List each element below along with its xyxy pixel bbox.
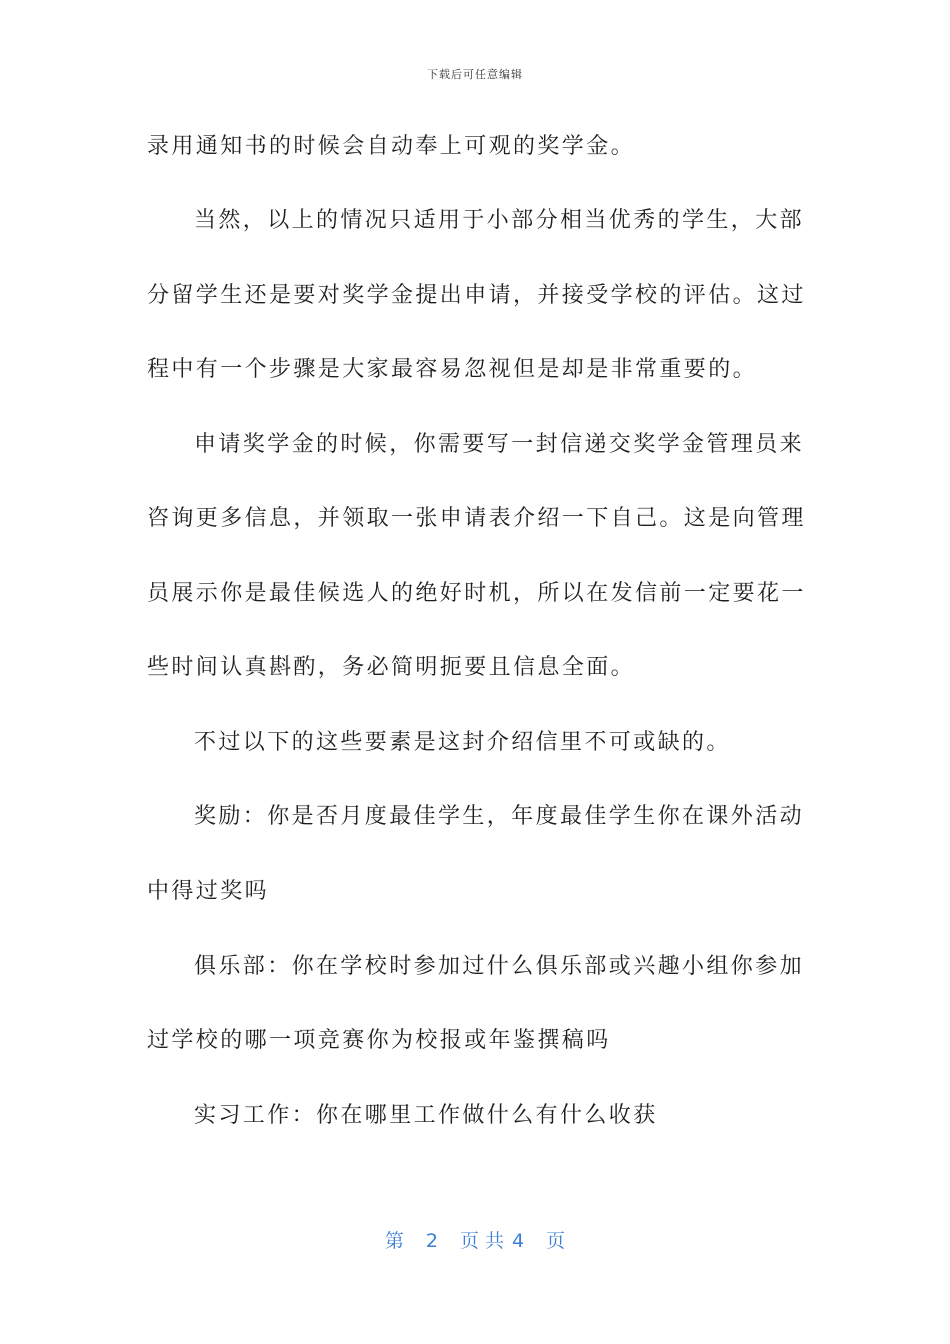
footer-suffix: 页 (546, 1230, 566, 1252)
body-line: 不过以下的这些要素是这封介绍信里不可或缺的。 (194, 730, 731, 755)
body-line: 分留学生还是要对奖学金提出申请，并接受学校的评估。这过 (147, 283, 806, 308)
page-footer (0, 1226, 950, 1253)
footer-current-page: 2 (425, 1230, 438, 1252)
body-line: 俱乐部：你在学校时参加过什么俱乐部或兴趣小组你参加 (194, 954, 805, 979)
body-line: 些时间认真斟酌，务必简明扼要且信息全面。 (147, 655, 636, 680)
footer-total-pages: 4 (512, 1230, 525, 1252)
body-line: 申请奖学金的时候，你需要写一封信递交奖学金管理员来 (194, 432, 805, 457)
footer-prefix: 第 (384, 1230, 404, 1252)
header-note: 下载后可任意编辑 (427, 68, 523, 81)
body-line: 当然，以上的情况只适用于小部分相当优秀的学生，大部 (194, 208, 805, 233)
body-line: 程中有一个步骤是大家最容易忽视但是却是非常重要的。 (147, 357, 758, 382)
body-line: 实习工作：你在哪里工作做什么有什么收获 (194, 1103, 658, 1128)
body-line: 过学校的哪一项竞赛你为校报或年鉴撰稿吗 (147, 1028, 611, 1053)
body-line: 中得过奖吗 (147, 879, 270, 904)
body-line: 咨询更多信息，并领取一张申请表介绍一下自己。这是向管理 (147, 506, 806, 531)
footer-middle: 页 共 (459, 1230, 505, 1252)
body-line: 员展示你是最佳候选人的绝好时机，所以在发信前一定要花一 (147, 581, 806, 606)
body-line: 录用通知书的时候会自动奉上可观的奖学金。 (147, 134, 636, 159)
body-line: 奖励：你是否月度最佳学生，年度最佳学生你在课外活动 (194, 804, 805, 829)
